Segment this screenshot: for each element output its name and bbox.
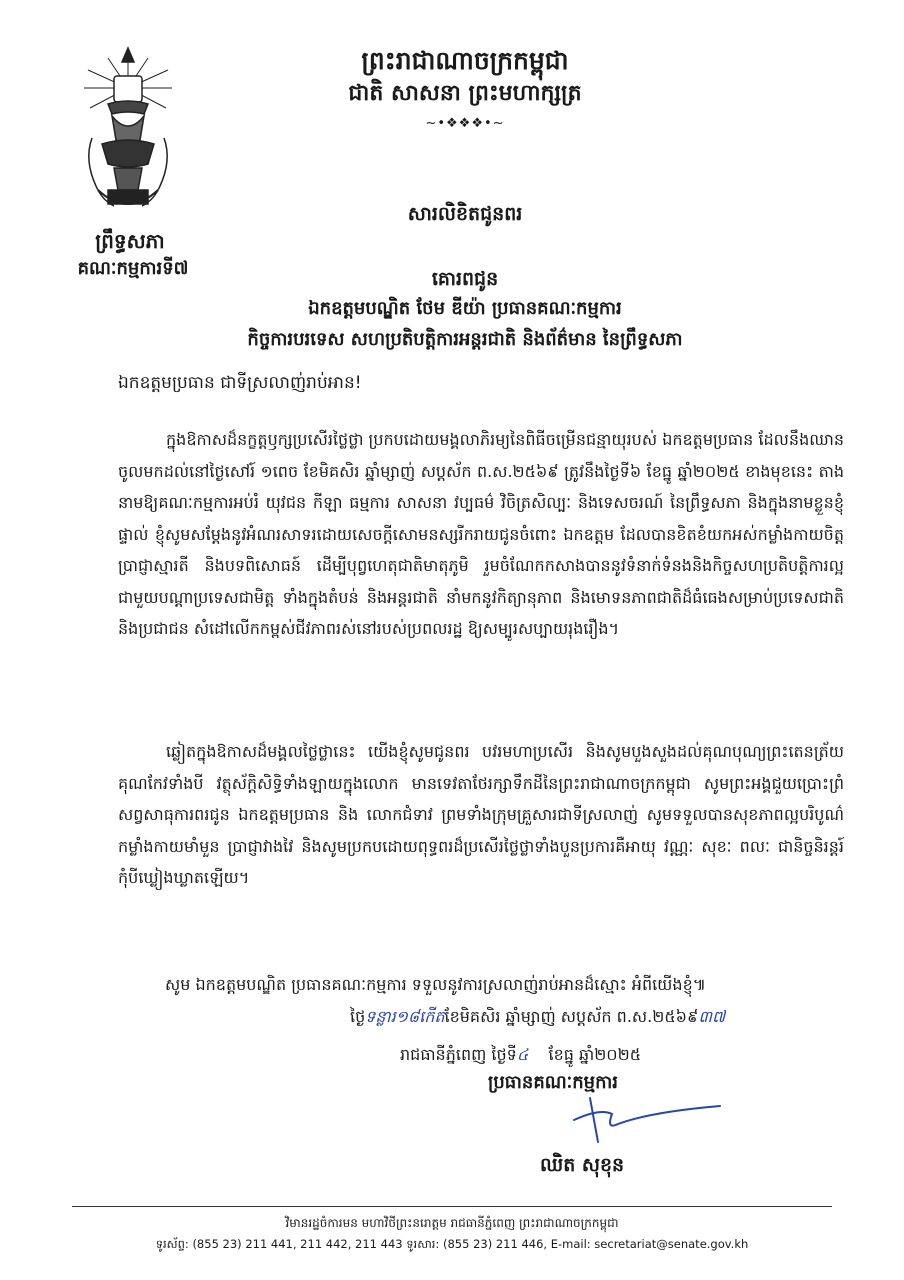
body-paragraph-1: ក្នុងឱកាសដ៏នក្ខត្តឫក្សប្រសើរថ្លៃថ្លា ប្រកបដោយមង្គលាភិរម្យនៃពិធីចម្រើនជន្មាយុរបស់ ឯកឧត្តមប្រធាន ដែលនឹងឈានចូលមកដល់នៅថ្ងៃសៅរ៍ ១ពេច ខែមិគសិរ ឆ្នាំម្សាញ់ សប្តស័ក ព.ស.២៥៦៩ ត្រូវនឹងថ្ងៃទី៦ ខែធ្នូ ឆ្នាំ២០២៥ ខាងមុខនេះ តាងនាមឱ្យគណៈកម្មការអប់រំ យុវជន កីឡា ធម្មការ សាសនា វប្បធម៌ វិចិត្រសិល្បៈ និងទេសចរណ៍ នៃព្រឹទ្ធសភា និងក្នុងនាមខ្លួនខ្ញុំផ្ទាល់ ខ្ញុំសូមសម្តែងនូវអំណរសាទរដោយសេចក្តីសោមនស្សរីករាយជូនចំពោះ ឯកឧត្តម ដែលបានខិតខំយកអស់កម្លាំងកាយចិត្ត ប្រាជ្ញាស្មារតី និងបទពិសោធន៍ ដើម្បីបុព្វហេតុជាតិមាតុភូមិ រួមចំណែកកសាងបាននូវទំនាក់ទំនងនិងកិច្ចសហប្រតិបត្តិការល្អ ជាមួយបណ្តាប្រទេសជាមិត្ត ទាំងក្នុងតំបន់ និងអន្តរជាតិ នាំមកនូវកិត្យានុភាព និងមោទនភាពជាតិដ៏ធំធេងសម្រាប់ប្រទេសជាតិ និងប្រជាជន សំដៅលើកកម្ពស់ជីវភាពរស់នៅរបស់ប្រពលរដ្ឋ ឱ្យសម្បូរសប្បាយរុងរឿង។ (118, 430, 845, 638)
national-motto: ជាតិ សាសនា ព្រះមហាក្សត្រ (348, 81, 582, 106)
lunar-date-handwritten-tail: ៣៧ (698, 1007, 726, 1026)
salutation: ឯកឧត្តមប្រធាន ជាទីស្រលាញ់រាប់អាន! (118, 373, 362, 393)
recipient-line-1: ឯកឧត្តមបណ្ឌិត ថែម ឌីយ៉ា ប្រធានគណៈកម្មការ (308, 298, 622, 319)
place-date-rest: ខែធ្នូ ឆ្នាំ២០២៥ (548, 1045, 642, 1064)
body-paragraph-2: ឆ្លៀតក្នុងឱកាសដ៏មង្គលថ្លៃថ្លានេះ យើងខ្ញុំសូមជូនពរ បវរមហាប្រសើរ និងសូមបួងសួងដល់គុណបុណ្យព្រះតេនត្រ័យ គុណកែវទាំងបី វត្ថុស័ក្តិសិទ្ធិទាំងឡាយក្នុងលោក មានទេវតាថែរក្សាទឹកដីនៃព្រះរាជាណាចក្រកម្ពុជា សូមព្រះអង្គជួយប្រោះព្រំសព្វសាធុការពរជូន ឯកឧត្តមប្រធាន និង លោកជំទាវ ព្រមទាំងក្រុមគ្រួសារជាទីស្រលាញ់ សូមទទួលបានសុខភាពល្អបរិបូណ៌ កម្លាំងកាយមាំមួន ប្រាជ្ញាវាងវៃ និងសូមប្រកបដោយពុទ្ធពរដ៏ប្រសើរថ្លៃថ្លាទាំងបួនប្រការគឺអាយុ វណ្ណៈ សុខៈ ពលៈ ជានិច្ចនិរន្តរ៍កុំបីឃ្លៀងឃ្លាតឡើយ។ (118, 742, 844, 887)
lunar-date-handwritten: ទន្លារ១៨កើត (365, 1007, 445, 1026)
place-date (400, 1040, 850, 1070)
lunar-date-rest: ខែមិគសិរ ឆ្នាំម្សាញ់ សប្តស័ក ព.ស.២៥៦៩ (444, 1007, 699, 1026)
place-date-handwritten-day: ៤ (516, 1045, 529, 1064)
document-type: សារលិខិតជូនពរ (407, 203, 523, 225)
recipient-line-2: កិច្ចការបរទេស សហប្រតិបត្តិការអន្តរជាតិ និងព័ត៌មាន នៃព្រឹទ្ធសភា (247, 329, 683, 350)
place-date-prefix: រាជធានីភ្នំពេញ ថ្ងៃទី (400, 1045, 517, 1064)
header-ornament: ~•❖❖❖•~ (425, 116, 505, 131)
closing-line: សូម ឯកឧត្តមបណ្ឌិត ប្រធានគណៈកម្មការ ទទួលនូវការស្រលាញ់រាប់អានដ៏ស្មោះ អំពីយើងខ្ញុំ៕ (165, 975, 707, 994)
footer-contact: ទូរស័ព្ទ: (855 23) 211 441, 211 442, 211 443 ទូរសារ: (855 23) 211 446, E-mail: secretariat@senate.gov.kh (155, 1237, 749, 1251)
institution-name: ព្រឹទ្ធសភា (95, 229, 165, 253)
lunar-date (350, 1002, 850, 1032)
respect-line: គោរពជូន (431, 268, 499, 290)
footer-divider (72, 1206, 832, 1207)
lunar-date-prefix: ថ្ងៃ (350, 1007, 366, 1026)
signatory-title: ប្រធានគណៈកម្មការ (488, 1072, 618, 1093)
senate-emblem-icon (78, 40, 178, 220)
commission-name: គណៈកម្មការទី៧ (77, 258, 189, 279)
signatory-name: ឈិត សុខុន (540, 1154, 625, 1176)
footer-address: វិមានរដ្ឋចំការមន មហាវិថីព្រះនរោត្តម រាជធានីភ្នំពេញ ព្រះរាជាណាចក្រកម្ពុជា (285, 1216, 619, 1230)
handwritten-signature (560, 1090, 730, 1150)
kingdom-title: ព្រះរាជាណាចក្រកម្ពុជា (361, 46, 569, 75)
